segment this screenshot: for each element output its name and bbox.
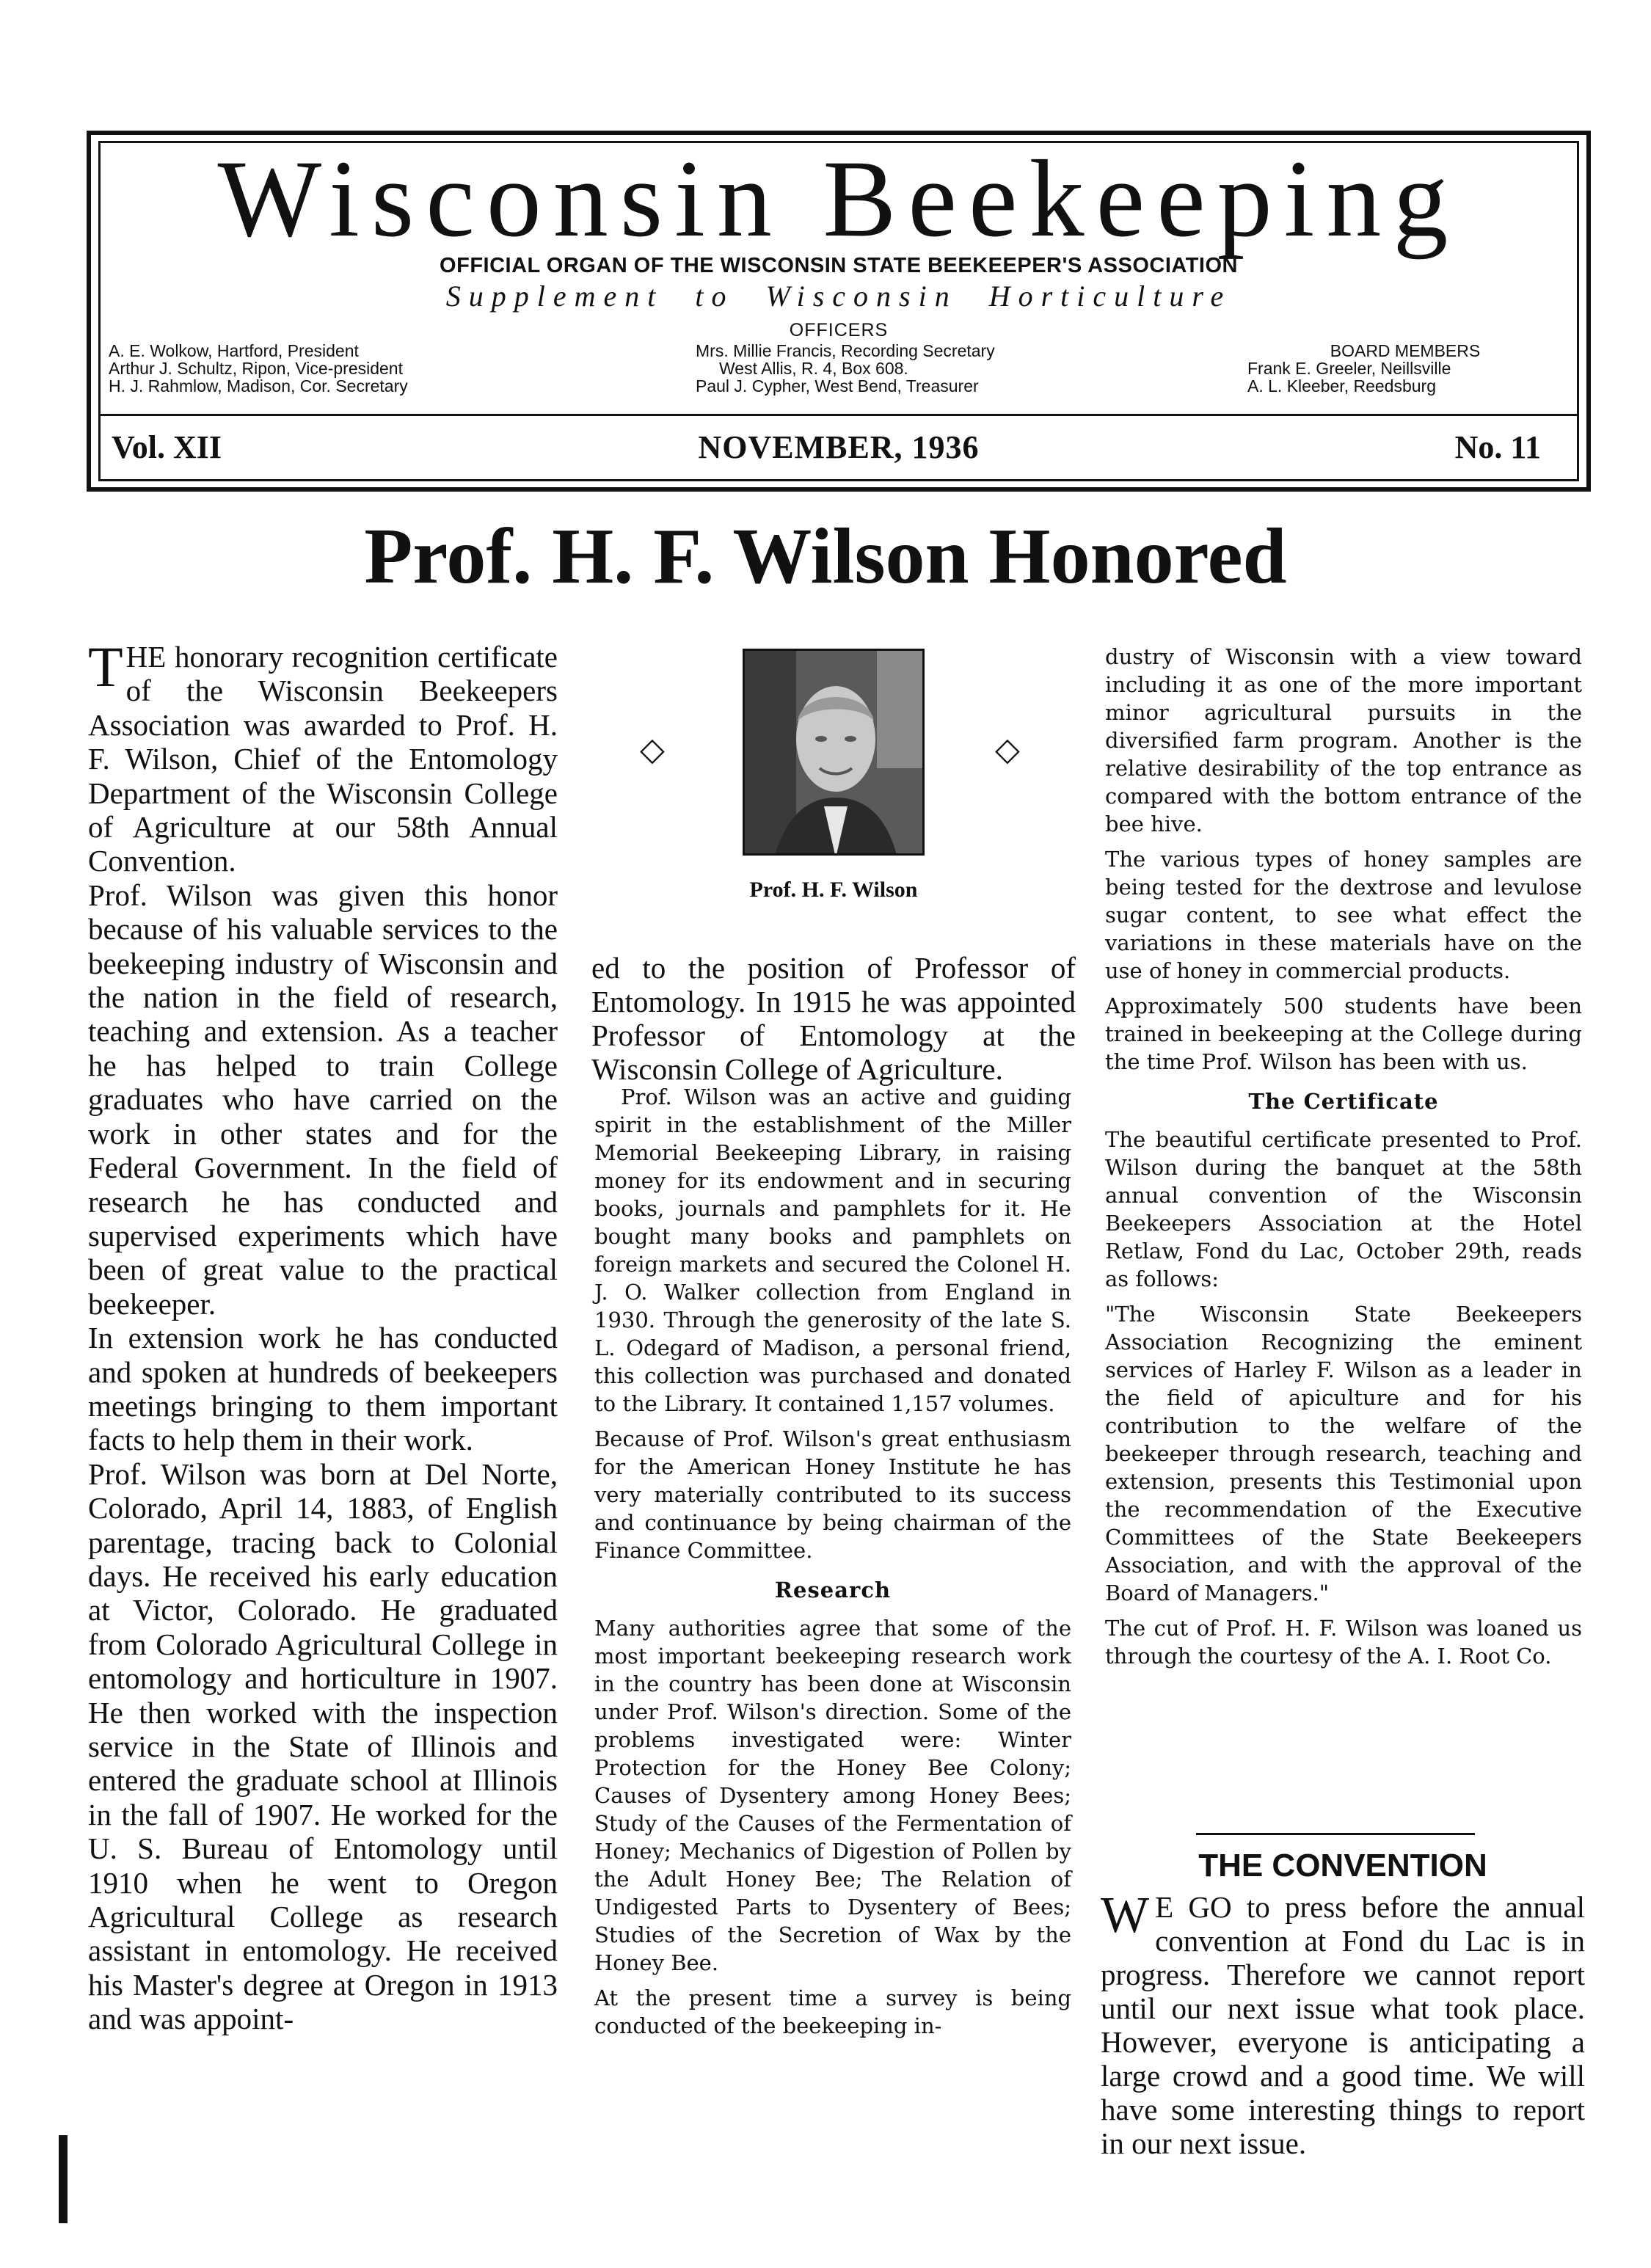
paragraph: Many authorities agree that some of the most important beekeeping research work in the country has been done at Wisconsin under Prof. Wilson's direction. Some of the problems investigated were: Winter Protection for the Honey Bee Colony; Causes of Dysentery among Honey Bees; Study of the Causes of the Fermentation of Honey; Mechanics of Digestion of Pollen by the Adult Honey Bee; The Relation of Undigested Parts to Dysentery of Bees; Studies of the Secretion of Wax by the Honey Bee. — [594, 1616, 1071, 1975]
paragraph: At the present time a survey is being conducted of the beekeeping in- — [594, 1986, 1071, 2038]
paragraph: Because of Prof. Wilson's great enthusiasm for the American Honey Institute he has very materially contributed to its success and continuance by being chairman of the Finance Committee. — [594, 1426, 1071, 1563]
officers-middle-list — [696, 342, 995, 395]
photo-caption: Prof. H. F. Wilson — [749, 878, 918, 902]
volume-label: Vol. XII — [112, 429, 222, 465]
paragraph: The various types of honey samples are being tested for the dextrose and levulose sugar content, to see what effect the variations in these materials have on the use of honey in commercial products. — [1105, 847, 1582, 983]
portrait-image — [745, 651, 925, 856]
drop-cap: W — [1101, 1887, 1150, 1944]
issue-number: No. 11 — [1454, 429, 1541, 465]
paragraph: Prof. Wilson was born at Del Norte, Colorado, April 14, 1883, of English parentage, tracing back to Colonial days. He received his early education at Victor, Colorado. He graduated from Colorado Agricultural College in entomology and horticulture in 1907. He then worked with the inspection service in the State of Illinois and entered the graduate school at Illinois in the fall of 1907. He worked for the U. S. Bureau of Entomology until 1910 when he went to Oregon Agricultural College as research assistant in entomology. He received his Master's degree at Oregon in 1913 and was appoint- — [88, 1456, 558, 2036]
board-members-list — [1247, 342, 1563, 395]
officer-line: West Allis, R. 4, Box 608. — [719, 359, 908, 378]
board-members-label: BOARD MEMBERS — [1330, 341, 1481, 360]
convention-heading: THE CONVENTION — [1198, 1848, 1487, 1884]
section-heading: Research — [774, 1578, 892, 1602]
officer-line: H. J. Rahmlow, Madison, Cor. Secretary — [109, 376, 408, 395]
paragraph: In extension work he has conducted and spoken at hundreds of beekeepers meetings bringing to them important facts to help them in their work. — [88, 1321, 558, 1457]
convention-text: E GO to press before the annual convention at Fond du Lac is in progress. Therefore we cannot report until our next issue what took place. However, everyone is anticipating a large crowd and a good time. We will have some interesting things to report in our next issue. — [1101, 1890, 1585, 2160]
portrait-photo — [743, 649, 925, 856]
paragraph: Prof. Wilson was given this honor because of his valuable services to the beekeeping industry of Wisconsin and the nation in the field of research, teaching and extension. As a teacher he has helped to train College graduates who have carried on the work in other states and for the Federal Government. In the field of research he has conducted and supervised experiments which have been of great value to the practical beekeeper. — [88, 878, 558, 1321]
board-member-line: Frank E. Greeler, Neillsville — [1247, 359, 1451, 378]
paragraph: The beautiful certificate presented to Prof. Wilson during the banquet at the 58th annual convention of the Wisconsin Beekeepers Association at the Hotel Retlaw, Fond du Lac, October 29th, reads as follows: — [1105, 1127, 1582, 1291]
article-column-2-lead: ed to the position of Professor of Entomology. In 1915 he was appointed Professor of Entomology at the Wisconsin College of Agriculture. — [591, 951, 1076, 1086]
section-divider — [1196, 1833, 1475, 1835]
paragraph: dustry of Wisconsin with a view toward including it as one of the more important minor agricultural pursuits in the diversified farm program. Another is the relative desirability of the top entrance as compared with the bottom entrance of the bee hive. — [1105, 644, 1582, 836]
diamond-ornament-icon: ◇ — [640, 732, 665, 767]
convention-notice — [1101, 1887, 1585, 2160]
article-column-3 — [1105, 643, 1582, 1677]
article-column-2 — [594, 1083, 1071, 2047]
article-headline: Prof. H. F. Wilson Honored — [364, 513, 1287, 600]
board-member-line: A. L. Kleeber, Reedsburg — [1247, 376, 1436, 395]
paragraph: "The Wisconsin State Beekeepers Association Recognizing the eminent services of Harley F. Wilson as a leader in the field of apiculture and for his contribution to the welfare of the beekeeper through research, teaching and extension, presents this Testimonial upon the recommendation of the Executive Committees of the State Beekeepers Association, and with the approval of the Board of Managers." — [1105, 1302, 1582, 1605]
officer-line: Mrs. Millie Francis, Recording Secretary — [696, 341, 995, 360]
officer-line: A. E. Wolkow, Hartford, President — [109, 341, 359, 360]
paragraph: Approximately 500 students have been trained in beekeeping at the College during the time Prof. Wilson has been with us. — [1105, 993, 1582, 1074]
officer-line: Arthur J. Schultz, Ripon, Vice-president — [109, 359, 403, 378]
officers-left-list — [109, 342, 408, 395]
officers-label: OFFICERS — [789, 320, 889, 340]
masthead-divider — [98, 414, 1579, 416]
paragraph: HE honorary recognition certificate of the Wisconsin Beekeepers Association was awarded to Prof. H. F. Wilson, Chief of the Entomology Department of the Wisconsin College of Agriculture at our 58th Annual Convention. — [88, 640, 558, 878]
publication-subtitle: OFFICIAL ORGAN OF THE WISCONSIN STATE BEEKEEPER'S ASSOCIATION — [440, 254, 1238, 277]
supplement-line: Supplement to Wisconsin Horticulture — [445, 280, 1232, 313]
article-column-1 — [88, 635, 558, 2036]
officer-line: Paul J. Cypher, West Bend, Treasurer — [696, 376, 979, 395]
paragraph: Prof. Wilson was an active and guiding spirit in the establishment of the Miller Memorial Beekeeping Library, in raising money for its endowment and in securing books, journals and pamphlets for it. He bought many books and pamphlets on foreign markets and secured the Colonel H. J. O. Walker collection from England in 1930. Through the generosity of the late S. L. Odegard of Madison, a personal friend, this collection was purchased and donated to the Library. It contained 1,157 volumes. — [594, 1084, 1071, 1416]
publication-title: Wisconsin Beekeeping — [217, 138, 1460, 260]
diamond-ornament-icon: ◇ — [995, 732, 1020, 767]
issue-date: NOVEMBER, 1936 — [698, 429, 980, 465]
drop-cap: T — [88, 635, 123, 699]
section-heading: The Certificate — [1248, 1089, 1439, 1114]
paragraph: The cut of Prof. H. F. Wilson was loaned us through the courtesy of the A. I. Root Co. — [1105, 1616, 1582, 1669]
binding-mark — [59, 2135, 68, 2223]
